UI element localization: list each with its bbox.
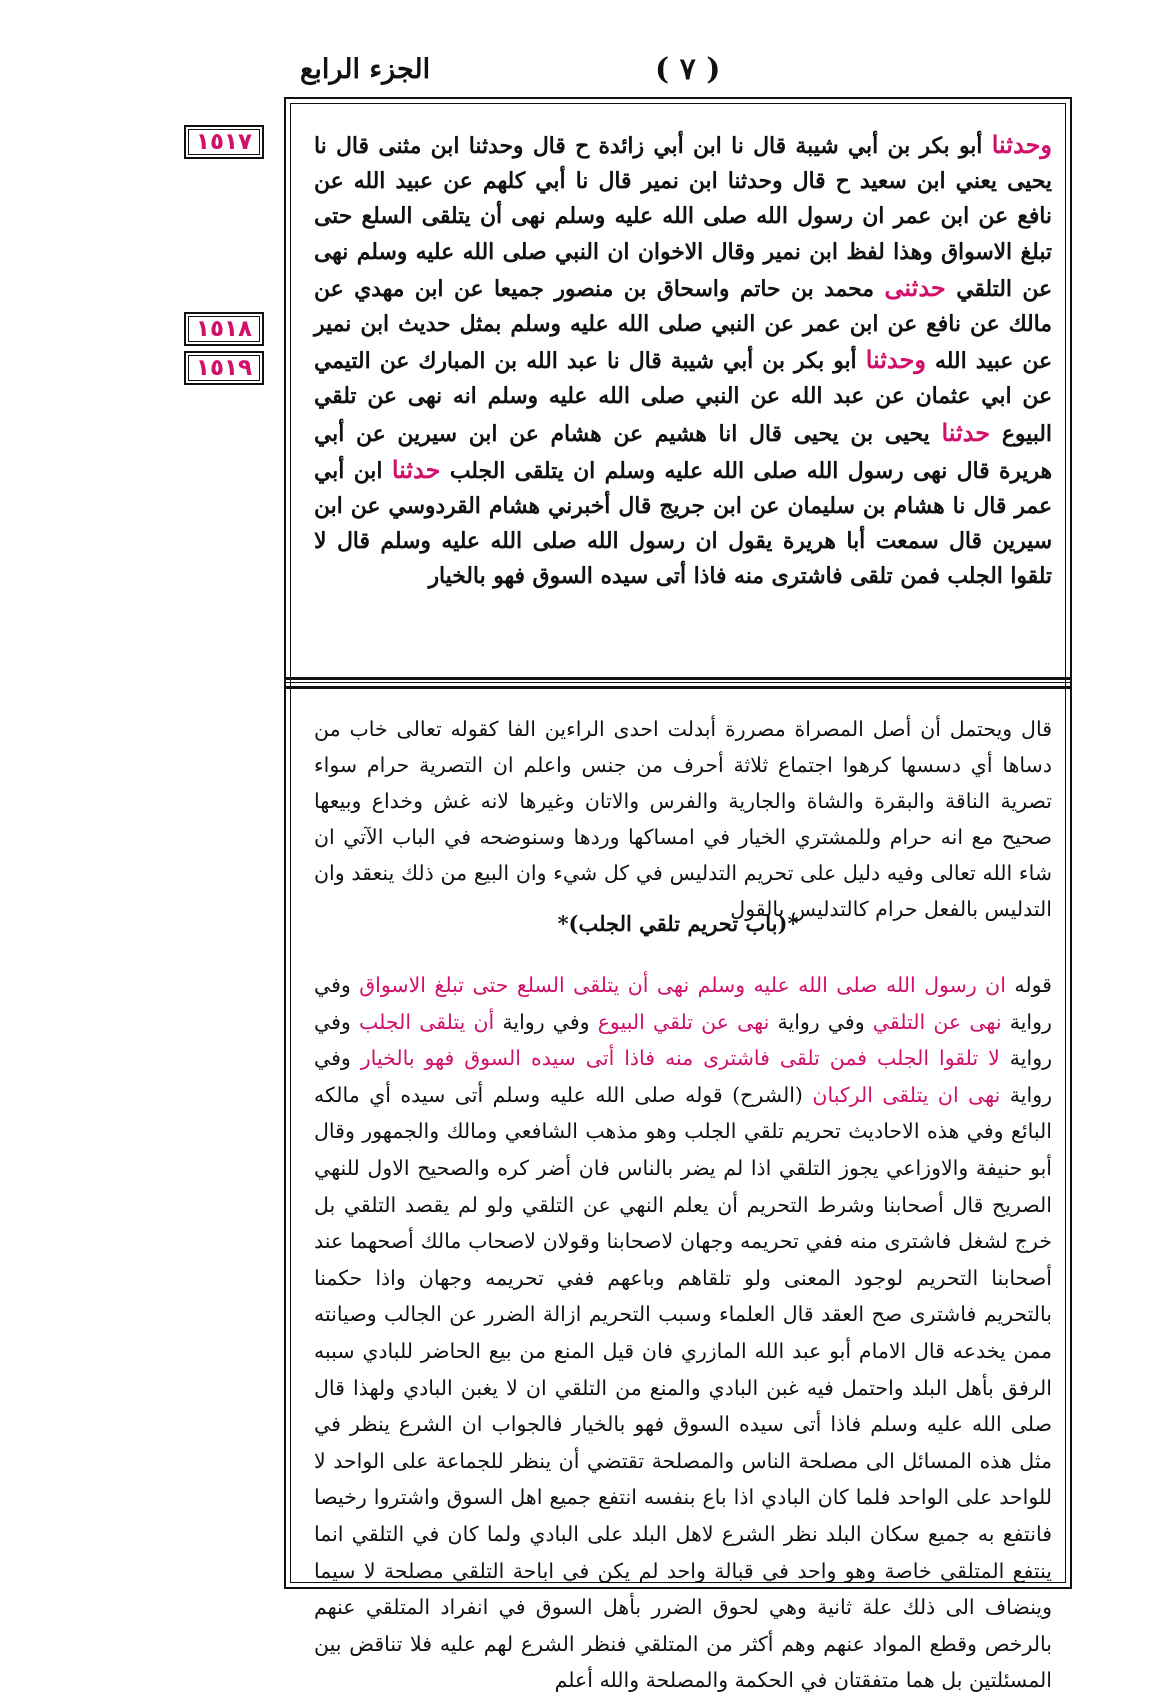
- commentary-text: [314, 967, 1052, 1699]
- quoted-hadith-text: نهى ان يتلقى الركبان: [812, 1082, 1001, 1107]
- hadith-keyword: وحدثنا: [991, 130, 1052, 159]
- commentary-segment: وفي رواية: [314, 1009, 1052, 1071]
- quoted-hadith-text: أن يتلقى الجلب: [358, 1009, 495, 1034]
- quoted-hadith-text: نهى عن التلقي: [872, 1009, 1002, 1034]
- commentary-segment: وفي رواية: [314, 1046, 1052, 1107]
- commentary-segment: وفي رواية: [777, 1009, 865, 1034]
- commentary-segment: وفي رواية: [502, 1009, 590, 1034]
- page-header: [0, 50, 1158, 100]
- hadith-number-1517: ١٥١٧: [184, 125, 264, 159]
- hadith-number-1518: ١٥١٨: [184, 312, 264, 346]
- hadith-number-1519: ١٥١٩: [184, 351, 264, 385]
- page-number: ( ٧ ): [655, 52, 721, 87]
- hadith-segment: يحيى بن يحيى قال انا هشيم عن هشام عن ابن سيرين عن أبي هريرة قال نهى رسول الله صلى الله عليه وسلم ان يتلقى الجلب: [314, 421, 1052, 484]
- commentary-intro: [314, 711, 1052, 927]
- hadith-keyword: حدثنا: [941, 417, 991, 447]
- hadith-segment: أبو بكر بن أبي شيبة قال نا ابن أبي زائدة ح قال وحدثنا ابن مثنى قال نا يحيى يعني ابن سعيد ح قال وحدثنا ابن نمير قال نا أبي كلهم عن عبيد الله عن نافع عن ابن عمر ان رسول الله صلى الله عليه وسلم نهى أن يتلقى السلع حتى تبلغ الاسواق وهذا لفظ ابن نمير وقال الاخوان ان النبي صلى الله عليه وسلم نهى عن التلقي: [314, 134, 1052, 302]
- hadith-text: [314, 127, 1052, 637]
- commentary-intro-paragraph: قال ويحتمل أن أصل المصراة مصررة أبدلت احدى الراءين الفا كقوله تعالى خاب من دساها أي دسسها كرهوا اجتماع ثلاثة أحرف من جنس واعلم ان التصرية حرام سواء تصرية الناقة والبقرة والشاة والجارية والفرس والاتان وغيرها لانه غش وخداع وبيعها صحيح مع انه حرام وللمشتري الخيار في امساكها وردها وسنوضحه في الباب الآتي ان شاء الله تعالى وفيه دليل على تحريم التدليس في كل شيء وان البيع من ذلك ينعقد وان التدليس بالفعل حرام كالتدليس بالقول: [314, 717, 1052, 921]
- hadith-segment: محمد بن حاتم واسحاق بن منصور جميعا عن ابن مهدي عن مالك عن نافع عن ابن عمر عن النبي صلى الله عليه وسلم بمثل حديث ابن نمير عن عبيد الله: [314, 276, 1052, 375]
- hadith-segment: أبو بكر بن أبي شيبة قال نا عبد الله بن المبارك عن التيمي عن ابي عثمان عن عبد الله عن النبي صلى الله عليه وسلم انه نهى عن تلقي البيوع: [314, 349, 1052, 447]
- quoted-hadith-text: نهى عن تلقي البيوع: [597, 1009, 770, 1034]
- commentary-segment: قوله: [1014, 973, 1052, 997]
- page-frame: [284, 97, 1072, 1693]
- section-divider: [286, 677, 1070, 689]
- chapter-title: *(باب تحريم تلقي الجلب)*: [557, 911, 799, 936]
- quoted-hadith-text: لا تلقوا الجلب فمن تلقى فاشترى منه فاذا أتى سيده السوق فهو بالخيار: [360, 1046, 1000, 1071]
- commentary-segment: وفي رواية: [314, 973, 1052, 1034]
- quoted-hadith-text: ان رسول الله صلى الله عليه وسلم نهى أن يتلقى السلع حتى تبلغ الاسواق: [359, 973, 1006, 997]
- hadith-keyword: وحدثنا: [865, 345, 926, 375]
- hadith-paragraph: [314, 127, 1052, 595]
- part-title: الجزء الرابع: [300, 54, 431, 85]
- hadith-keyword: حدثنا: [391, 454, 441, 484]
- commentary-paragraph: [314, 967, 1052, 1699]
- hadith-keyword: حدثنى: [884, 272, 946, 302]
- hadith-segment: ابن أبي عمر قال نا هشام بن سليمان عن ابن جريج قال أخبرني هشام القردوسي عن ابن سيرين قال سمعت أبا هريرة يقول ان رسول الله صلى الله عليه وسلم قال لا تلقوا الجلب فمن تلقى فاشترى منه فاذا أتى سيده السوق فهو بالخيار: [314, 458, 1052, 590]
- commentary-segment: (الشرح) قوله صلى الله عليه وسلم أتى سيده أي مالكه البائع وفي هذه الاحاديث تحريم تلقي الجلب وهو مذهب الشافعي ومالك والجمهور وقال أبو حنيفة والاوزاعي يجوز التلقي اذا لم يضر بالناس فان أضر كره والصحيح الاول للنهي الصريح قال أصحابنا وشرط التحريم أن يعلم النهي عن التلقي ولو لم يقصد التلقي بل خرج لشغل فاشترى منه ففي تحريمه وجهان لاصحابنا وقولان لاصحاب مالك أصحهما عند أصحابنا التحريم لوجود المعنى ولو تلقاهم وباعهم ففي تحريمه وجهان واذا حكمنا بالتحريم فاشترى صح العقد قال العلماء وسبب التحريم ازالة الضرر عن الجالب وصيانته ممن يخدعه قال الامام أبو عبد الله المازري فان قيل المنع من بيع الحاضر للبادي سببه الرفق بأهل البلد واحتمل فيه غبن البادي والمنع من التلقي ان لا يغبن البادي ولهذا قال صلى الله عليه وسلم فاذا أتى سيده السوق فهو بالخيار فالجواب ان الشرع ينظر في مثل هذه المسائل الى مصلحة الناس والمصلحة تقتضي أن ينظر للجماعة على الواحد لا للواحد على الواحد فلما كان البادي اذا باع بنفسه انتفع جميع اهل السوق واشتروا رخيصا فانتفع به جميع سكان البلد نظر الشرع لاهل البلد على البادي ولما كان في التلقي انما ينتفع المتلقي خاصة وهو واحد في قبالة واحد لم يكن في اباحة التلقي مصلحة لا سيما وينضاف الى ذلك علة ثانية وهي لحوق الضرر بأهل السوق في انفراد المتلقي عنهم بالرخص وقطع المواد عنهم وهم أكثر من المتلقي فنظر الشرع لهم عليه فلا تناقض بين المسئلتين بل هما متفقتان في الحكمة والمصلحة والله أعلم: [314, 1082, 1052, 1693]
